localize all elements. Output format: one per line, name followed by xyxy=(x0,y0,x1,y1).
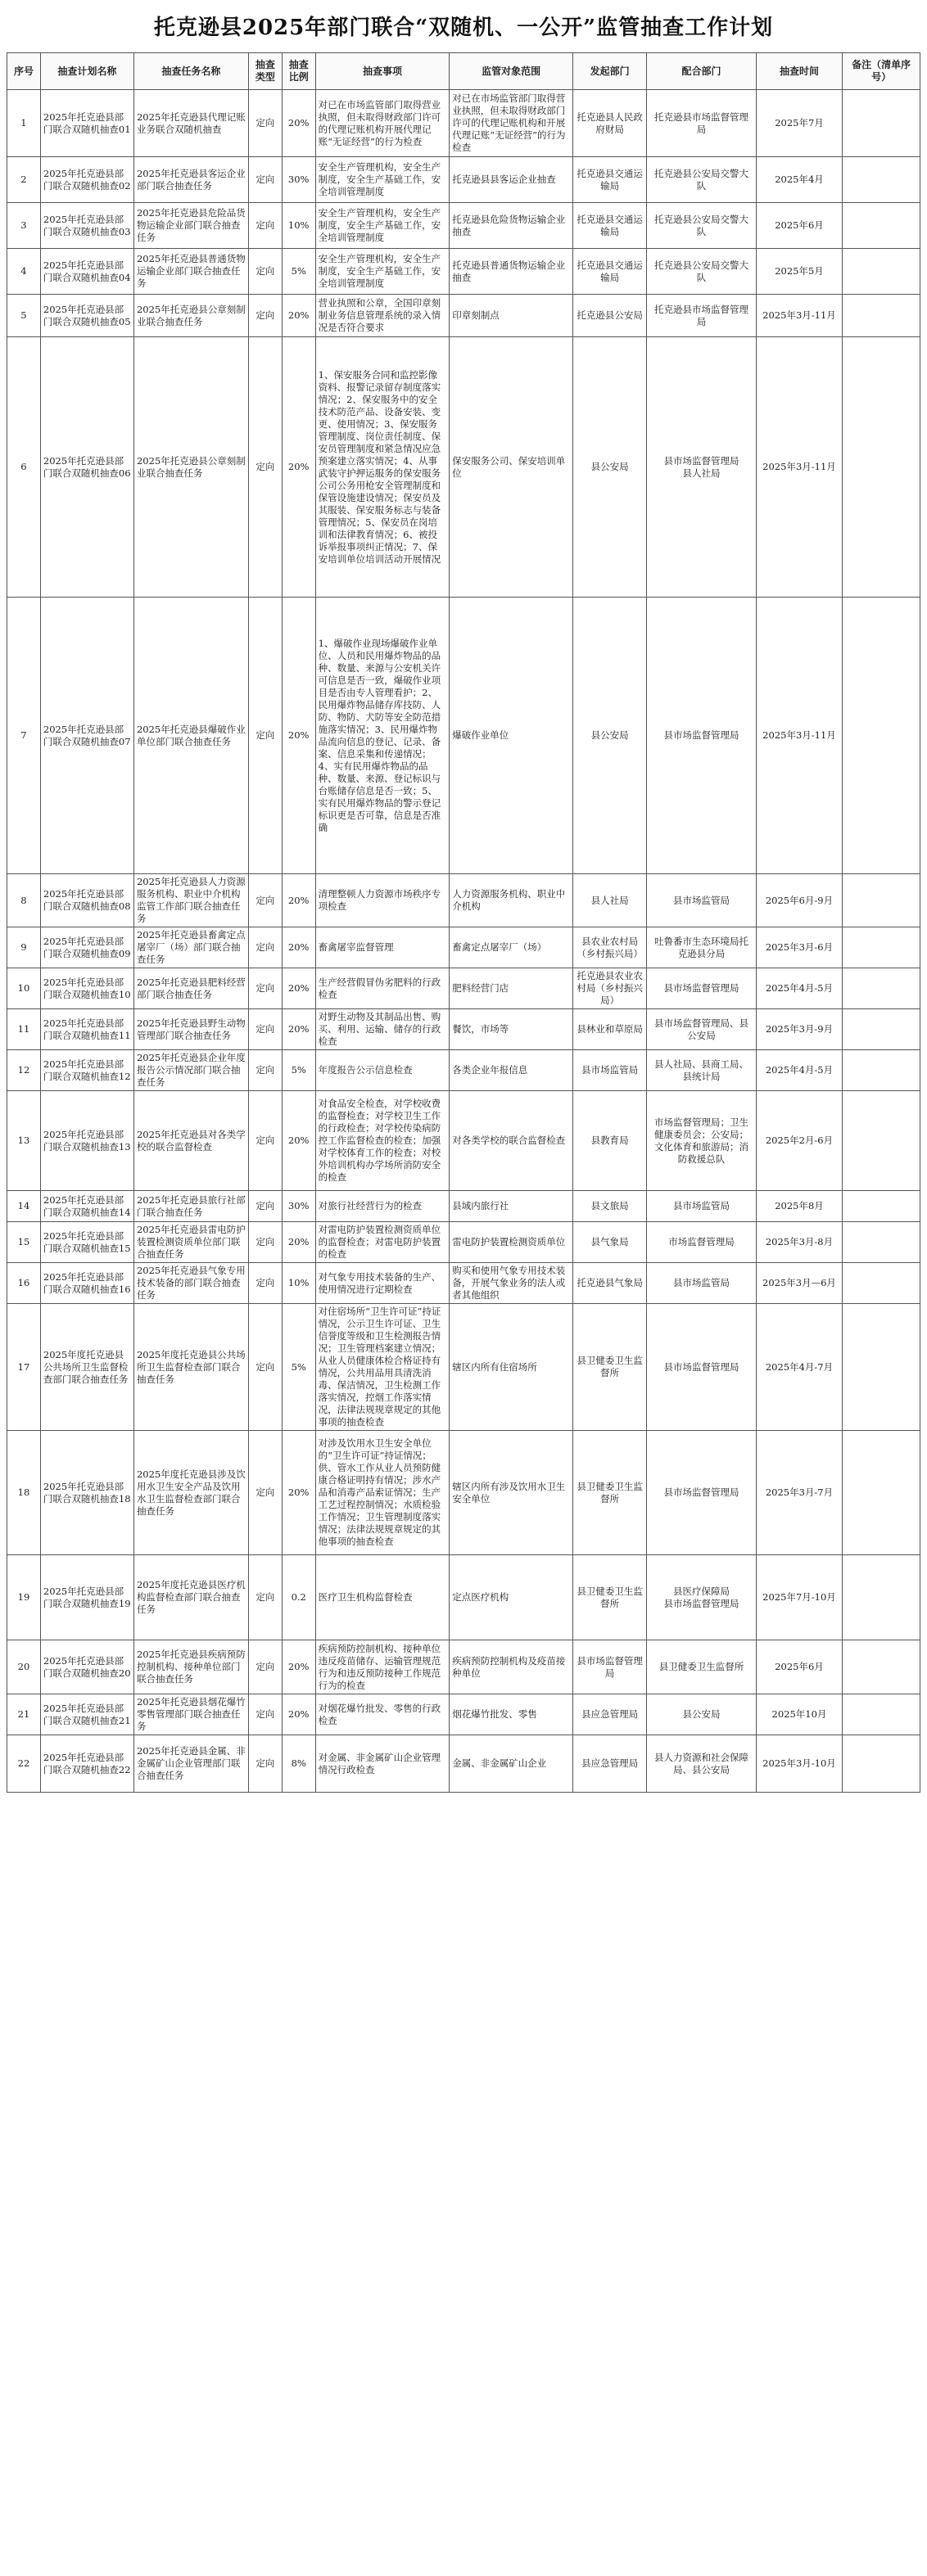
initiator-cell: 县市场监督管理局 xyxy=(572,1640,646,1694)
ratio-cell: 20% xyxy=(282,1694,315,1735)
cooperator-cell: 县市场监管局 xyxy=(647,1191,756,1222)
task-name-cell: 2025年托克逊县旅行社部门联合抽查任务 xyxy=(133,1191,248,1222)
task-name-cell: 2025年托克逊县对各类学校的联合监督检查 xyxy=(133,1091,248,1191)
table-row xyxy=(7,203,920,249)
header-index: 序号 xyxy=(7,53,41,90)
ratio-cell: 20% xyxy=(282,1009,315,1050)
index-cell: 17 xyxy=(7,1304,41,1431)
plan-name-cell: 2025年托克逊县部门联合双随机抽查03 xyxy=(40,203,133,249)
table-row xyxy=(7,1640,920,1694)
items-cell: 1、保安服务合同和监控影像资料、报警记录留存制度落实情况；2、保安服务中的安全技术防范产品、设备安装、变更、使用情况；3、保安服务管理制度、岗位责任制度、保安员管理制度和紧急情况应急预案建立落实情况；4、从事武装守护押运服务的保安服务公司公务用枪安全管理制度和保管设施建设情况；保安员及其服装、保安服务标志与装备管理情况；5、保安员在岗培训和法律教育情况；6、被投诉举报事项纠正情况；7、保安培训单位培训活动开展情况 xyxy=(315,337,450,598)
task-name-cell: 2025年托克逊县气象专用技术装备的部门联合抽查任务 xyxy=(133,1263,248,1304)
task-name-cell: 2025年托克逊县烟花爆竹零售管理部门联合抽查任务 xyxy=(133,1694,248,1735)
type-cell: 定向 xyxy=(248,90,282,157)
cooperator-cell: 县人社局、县商工局、县统计局 xyxy=(647,1050,756,1091)
type-cell: 定向 xyxy=(248,1222,282,1263)
items-cell: 1、爆破作业现场爆破作业单位、人员和民用爆炸物品的品种、数量、来源与公安机关许可信息是否一致，爆破作业项目是否由专人管理看护；2、民用爆炸物品储存库技防、人防、物防、犬防等安全防范措施落实情况；3、民用爆炸物品流向信息的登记、记录、备案、信息采集和传递情况；4、实有民用爆炸物品的品种、数量、来源、登记标识与台账储存信息是否一致；5、实有民用爆炸物品的警示登记标识更是否可靠，信息是否准确 xyxy=(315,598,450,874)
cooperator-cell: 县市场监管局 xyxy=(647,874,756,927)
items-cell: 对野生动物及其制品出售、购买、利用、运输、储存的行政检查 xyxy=(315,1009,450,1050)
table-row xyxy=(7,1431,920,1555)
time-cell: 2025年3月-9月 xyxy=(756,1009,842,1050)
index-cell: 4 xyxy=(7,249,41,295)
plan-name-cell: 2025年托克逊县部门联合双随机抽查09 xyxy=(40,927,133,968)
scope-cell: 疾病预防控制机构及疫苗接种单位 xyxy=(450,1640,573,1694)
ratio-cell: 20% xyxy=(282,927,315,968)
remark-cell xyxy=(843,337,920,598)
scope-cell: 对已在市场监管部门取得营业执照，但未取得财政部门许可的代理记账机构和开展代理记账“无证经营”的行为检查 xyxy=(450,90,573,157)
ratio-cell: 20% xyxy=(282,598,315,874)
index-cell: 5 xyxy=(7,295,41,337)
cooperator-cell: 市场监督管理局；卫生健康委员会；公安局；文化体育和旅游局；消防救援总队 xyxy=(647,1091,756,1191)
header-initiator: 发起部门 xyxy=(572,53,646,90)
items-cell: 年度报告公示信息检查 xyxy=(315,1050,450,1091)
plan-name-cell: 2025年托克逊县部门联合双随机抽查16 xyxy=(40,1263,133,1304)
index-cell: 22 xyxy=(7,1735,41,1793)
time-cell: 2025年3月-11月 xyxy=(756,295,842,337)
table-row xyxy=(7,1694,920,1735)
table-row xyxy=(7,1191,920,1222)
scope-cell: 人力资源服务机构、职业中介机构 xyxy=(450,874,573,927)
remark-cell xyxy=(843,874,920,927)
header-scope: 监管对象范围 xyxy=(450,53,573,90)
scope-cell: 餐饮，市场等 xyxy=(450,1009,573,1050)
ratio-cell: 30% xyxy=(282,1191,315,1222)
type-cell: 定向 xyxy=(248,874,282,927)
initiator-cell: 县公安局 xyxy=(572,598,646,874)
remark-cell xyxy=(843,968,920,1009)
type-cell: 定向 xyxy=(248,1009,282,1050)
scope-cell: 肥料经营门店 xyxy=(450,968,573,1009)
scope-cell: 托克逊县危险货物运输企业抽查 xyxy=(450,203,573,249)
remark-cell xyxy=(843,1555,920,1640)
index-cell: 10 xyxy=(7,968,41,1009)
items-cell: 对住宿场所“卫生许可证”持证情况，公示卫生许可证、卫生信誉度等级和卫生检测报告情况；卫生管理档案建立情况；从业人员健康体检合格证持有情况，公共用品用具清洗消毒、保洁情况，卫生检测工作落实情况，控烟工作落实情况，法律法规规章规定的其他事项的抽查检查 xyxy=(315,1304,450,1431)
ratio-cell: 5% xyxy=(282,1304,315,1431)
task-name-cell: 2025年托克逊县公章刻制业联合抽查任务 xyxy=(133,295,248,337)
time-cell: 2025年6月 xyxy=(756,203,842,249)
task-name-cell: 2025年托克逊县野生动物管理部门联合抽查任务 xyxy=(133,1009,248,1050)
time-cell: 2025年7月-10月 xyxy=(756,1555,842,1640)
items-cell: 对气象专用技术装备的生产、使用情况进行定期检查 xyxy=(315,1263,450,1304)
ratio-cell: 0.2 xyxy=(282,1555,315,1640)
task-name-cell: 2025年托克逊县畜禽定点屠宰厂（场）部门联合抽查任务 xyxy=(133,927,248,968)
initiator-cell: 县卫健委卫生监督所 xyxy=(572,1431,646,1555)
scope-cell: 烟花爆竹批发、零售 xyxy=(450,1694,573,1735)
plan-name-cell: 2025年托克逊县部门联合双随机抽查10 xyxy=(40,968,133,1009)
initiator-cell: 托克逊县交通运输局 xyxy=(572,203,646,249)
index-cell: 2 xyxy=(7,157,41,203)
cooperator-cell: 县人力资源和社会保障局、县公安局 xyxy=(647,1735,756,1793)
remark-cell xyxy=(843,927,920,968)
type-cell: 定向 xyxy=(248,1263,282,1304)
type-cell: 定向 xyxy=(248,249,282,295)
time-cell: 2025年3月-11月 xyxy=(756,337,842,598)
table-row xyxy=(7,598,920,874)
scope-cell: 购买和使用气象专用技术装备，开展气象业务的法人或者其他组织 xyxy=(450,1263,573,1304)
initiator-cell: 县文旅局 xyxy=(572,1191,646,1222)
header-ratio: 抽查比例 xyxy=(282,53,315,90)
header-plan-name: 抽查计划名称 xyxy=(40,53,133,90)
type-cell: 定向 xyxy=(248,1191,282,1222)
ratio-cell: 20% xyxy=(282,295,315,337)
initiator-cell: 县卫健委卫生监督所 xyxy=(572,1555,646,1640)
index-cell: 12 xyxy=(7,1050,41,1091)
cooperator-cell: 托克逊县公安局交警大队 xyxy=(647,203,756,249)
ratio-cell: 30% xyxy=(282,157,315,203)
header-task-name: 抽查任务名称 xyxy=(133,53,248,90)
task-name-cell: 2025年托克逊县爆破作业单位部门联合抽查任务 xyxy=(133,598,248,874)
type-cell: 定向 xyxy=(248,337,282,598)
plan-name-cell: 2025年托克逊县部门联合双随机抽查14 xyxy=(40,1191,133,1222)
initiator-cell: 县林业和草原局 xyxy=(572,1009,646,1050)
time-cell: 2025年3月-10月 xyxy=(756,1735,842,1793)
index-cell: 11 xyxy=(7,1009,41,1050)
cooperator-cell: 县公安局 xyxy=(647,1694,756,1735)
type-cell: 定向 xyxy=(248,1304,282,1431)
table-header-row xyxy=(7,53,920,90)
type-cell: 定向 xyxy=(248,157,282,203)
scope-cell: 印章刻制点 xyxy=(450,295,573,337)
plan-name-cell: 2025年托克逊县部门联合双随机抽查07 xyxy=(40,598,133,874)
cooperator-cell: 县市场监督管理局 县人社局 xyxy=(647,337,756,598)
cooperator-cell: 托克逊县公安局交警大队 xyxy=(647,249,756,295)
index-cell: 19 xyxy=(7,1555,41,1640)
remark-cell xyxy=(843,1091,920,1191)
remark-cell xyxy=(843,1050,920,1091)
table-row xyxy=(7,927,920,968)
index-cell: 16 xyxy=(7,1263,41,1304)
table-row xyxy=(7,337,920,598)
task-name-cell: 2025年托克逊县危险品货物运输企业部门联合抽查任务 xyxy=(133,203,248,249)
task-name-cell: 2025年度托克逊县涉及饮用水卫生安全产品及饮用水卫生监督检查部门联合抽查任务 xyxy=(133,1431,248,1555)
table-row xyxy=(7,157,920,203)
header-cooperator: 配合部门 xyxy=(647,53,756,90)
items-cell: 安全生产管理机构，安全生产制度，安全生产基础工作，安全培训管理制度 xyxy=(315,157,450,203)
table-row xyxy=(7,90,920,157)
time-cell: 2025年7月 xyxy=(756,90,842,157)
initiator-cell: 托克逊县气象局 xyxy=(572,1263,646,1304)
remark-cell xyxy=(843,1191,920,1222)
plan-name-cell: 2025年托克逊县部门联合双随机抽查08 xyxy=(40,874,133,927)
remark-cell xyxy=(843,1304,920,1431)
task-name-cell: 2025年托克逊县企业年度报告公示情况部门联合抽查任务 xyxy=(133,1050,248,1091)
initiator-cell: 托克逊县人民政府财局 xyxy=(572,90,646,157)
table-row xyxy=(7,249,920,295)
plan-name-cell: 2025年托克逊县部门联合双随机抽查01 xyxy=(40,90,133,157)
plan-name-cell: 2025年托克逊县部门联合双随机抽查13 xyxy=(40,1091,133,1191)
plan-name-cell: 2025年托克逊县部门联合双随机抽查15 xyxy=(40,1222,133,1263)
remark-cell xyxy=(843,1735,920,1793)
index-cell: 7 xyxy=(7,598,41,874)
page-title: 托克逊县2025年部门联合“双随机、一公开”监管抽查工作计划 xyxy=(153,16,774,40)
table-row xyxy=(7,1222,920,1263)
cooperator-cell: 市场监督管理局 xyxy=(647,1222,756,1263)
remark-cell xyxy=(843,598,920,874)
time-cell: 2025年10月 xyxy=(756,1694,842,1735)
ratio-cell: 20% xyxy=(282,1431,315,1555)
plan-name-cell: 2025年托克逊县部门联合双随机抽查18 xyxy=(40,1431,133,1555)
remark-cell xyxy=(843,157,920,203)
type-cell: 定向 xyxy=(248,1431,282,1555)
time-cell: 2025年4月-5月 xyxy=(756,1050,842,1091)
time-cell: 2025年4月-5月 xyxy=(756,968,842,1009)
cooperator-cell: 县市场监管局 xyxy=(647,1263,756,1304)
remark-cell xyxy=(843,203,920,249)
index-cell: 1 xyxy=(7,90,41,157)
table-row xyxy=(7,1735,920,1793)
header-time: 抽查时间 xyxy=(756,53,842,90)
items-cell: 医疗卫生机构监督检查 xyxy=(315,1555,450,1640)
plan-name-cell: 2025年托克逊县部门联合双随机抽查20 xyxy=(40,1640,133,1694)
table-row xyxy=(7,1555,920,1640)
table-row xyxy=(7,1304,920,1431)
remark-cell xyxy=(843,1431,920,1555)
table-row xyxy=(7,874,920,927)
type-cell: 定向 xyxy=(248,1050,282,1091)
ratio-cell: 10% xyxy=(282,1263,315,1304)
task-name-cell: 2025年度托克逊县医疗机构监督检查部门联合抽查任务 xyxy=(133,1555,248,1640)
task-name-cell: 2025年托克逊县人力资源服务机构、职业中介机构监管工作部门联合抽查任务 xyxy=(133,874,248,927)
type-cell: 定向 xyxy=(248,203,282,249)
type-cell: 定向 xyxy=(248,927,282,968)
plan-name-cell: 2025年托克逊县部门联合双随机抽查02 xyxy=(40,157,133,203)
scope-cell: 各类企业年报信息 xyxy=(450,1050,573,1091)
items-cell: 对烟花爆竹批发、零售的行政检查 xyxy=(315,1694,450,1735)
initiator-cell: 县农业农村局（乡村振兴局） xyxy=(572,927,646,968)
cooperator-cell: 托克逊县市场监督管理局 xyxy=(647,90,756,157)
items-cell: 对雷电防护装置检测资质单位的监督检查；对雷电防护装置的检查 xyxy=(315,1222,450,1263)
scope-cell: 定点医疗机构 xyxy=(450,1555,573,1640)
scope-cell: 托克逊县县客运企业抽查 xyxy=(450,157,573,203)
plan-name-cell: 2025年托克逊县部门联合双随机抽查22 xyxy=(40,1735,133,1793)
type-cell: 定向 xyxy=(248,968,282,1009)
initiator-cell: 县教育局 xyxy=(572,1091,646,1191)
index-cell: 21 xyxy=(7,1694,41,1735)
index-cell: 13 xyxy=(7,1091,41,1191)
task-name-cell: 2025年托克逊县雷电防护装置检测资质单位部门联合抽查任务 xyxy=(133,1222,248,1263)
scope-cell: 畜禽定点屠宰厂（场） xyxy=(450,927,573,968)
type-cell: 定向 xyxy=(248,1091,282,1191)
remark-cell xyxy=(843,90,920,157)
time-cell: 2025年3月-11月 xyxy=(756,598,842,874)
remark-cell xyxy=(843,249,920,295)
plan-name-cell: 2025年托克逊县部门联合双随机抽查11 xyxy=(40,1009,133,1050)
plan-name-cell: 2025年托克逊县部门联合双随机抽查19 xyxy=(40,1555,133,1640)
items-cell: 清理整顿人力资源市场秩序专项检查 xyxy=(315,874,450,927)
remark-cell xyxy=(843,1640,920,1694)
table-row xyxy=(7,295,920,337)
scope-cell: 对各类学校的联合监督检查 xyxy=(450,1091,573,1191)
remark-cell xyxy=(843,1009,920,1050)
inspection-plan-table xyxy=(7,52,920,1793)
items-cell: 疾病预防控制机构、接种单位违反疫苗储存、运输管理规范行为和违反预防接种工作规范行为的检查 xyxy=(315,1640,450,1694)
plan-name-cell: 2025年托克逊县部门联合双随机抽查21 xyxy=(40,1694,133,1735)
items-cell: 畜禽屠宰监督管理 xyxy=(315,927,450,968)
initiator-cell: 县市场监管局 xyxy=(572,1050,646,1091)
ratio-cell: 20% xyxy=(282,90,315,157)
time-cell: 2025年8月 xyxy=(756,1191,842,1222)
initiator-cell: 县应急管理局 xyxy=(572,1694,646,1735)
cooperator-cell: 托克逊县市场监督管理局 xyxy=(647,295,756,337)
time-cell: 2025年3月—6月 xyxy=(756,1263,842,1304)
time-cell: 2025年4月-7月 xyxy=(756,1304,842,1431)
ratio-cell: 20% xyxy=(282,968,315,1009)
cooperator-cell: 县卫健委卫生监督所 xyxy=(647,1640,756,1694)
time-cell: 2025年5月 xyxy=(756,249,842,295)
plan-name-cell: 2025年托克逊县部门联合双随机抽查12 xyxy=(40,1050,133,1091)
type-cell: 定向 xyxy=(248,598,282,874)
table-row xyxy=(7,1091,920,1191)
header-items: 抽查事项 xyxy=(315,53,450,90)
task-name-cell: 2025年托克逊县公章刻制业联合抽查任务 xyxy=(133,337,248,598)
index-cell: 15 xyxy=(7,1222,41,1263)
cooperator-cell: 县医疗保障局 县市场监督管理局 xyxy=(647,1555,756,1640)
ratio-cell: 20% xyxy=(282,874,315,927)
time-cell: 2025年3月-6月 xyxy=(756,927,842,968)
time-cell: 2025年6月-9月 xyxy=(756,874,842,927)
items-cell: 对旅行社经营行为的检查 xyxy=(315,1191,450,1222)
initiator-cell: 县气象局 xyxy=(572,1222,646,1263)
scope-cell: 辖区内所有住宿场所 xyxy=(450,1304,573,1431)
initiator-cell: 县人社局 xyxy=(572,874,646,927)
ratio-cell: 20% xyxy=(282,337,315,598)
task-name-cell: 2025年托克逊县代理记账业务联合双随机抽查 xyxy=(133,90,248,157)
time-cell: 2025年6月 xyxy=(756,1640,842,1694)
initiator-cell: 托克逊县农业农村局（乡村振兴局） xyxy=(572,968,646,1009)
task-name-cell: 2025年托克逊县客运企业部门联合抽查任务 xyxy=(133,157,248,203)
items-cell: 安全生产管理机构，安全生产制度，安全生产基础工作，安全培训管理制度 xyxy=(315,203,450,249)
initiator-cell: 托克逊县交通运输局 xyxy=(572,157,646,203)
items-cell: 对已在市场监管部门取得营业执照，但未取得财政部门许可的代理记账机构开展代理记账“无证经营”的行为检查 xyxy=(315,90,450,157)
scope-cell: 保安服务公司、保安培训单位 xyxy=(450,337,573,598)
scope-cell: 县域内旅行社 xyxy=(450,1191,573,1222)
time-cell: 2025年3月-7月 xyxy=(756,1431,842,1555)
task-name-cell: 2025年托克逊县金属、非金属矿山企业管理部门联合抽查任务 xyxy=(133,1735,248,1793)
cooperator-cell: 县市场监督管理局 xyxy=(647,1431,756,1555)
items-cell: 对金属、非金属矿山企业管理情况行政检查 xyxy=(315,1735,450,1793)
index-cell: 9 xyxy=(7,927,41,968)
ratio-cell: 20% xyxy=(282,1091,315,1191)
initiator-cell: 托克逊县交通运输局 xyxy=(572,249,646,295)
cooperator-cell: 县市场监督管理局 xyxy=(647,598,756,874)
items-cell: 营业执照和公章，全国印章刻制业务信息管理系统的录入情况是否符合要求 xyxy=(315,295,450,337)
plan-name-cell: 2025年度托克逊县公共场所卫生监督检查部门联合抽查任务 xyxy=(40,1304,133,1431)
scope-cell: 辖区内所有涉及饮用水卫生安全单位 xyxy=(450,1431,573,1555)
remark-cell xyxy=(843,1222,920,1263)
ratio-cell: 20% xyxy=(282,1640,315,1694)
table-row xyxy=(7,1009,920,1050)
task-name-cell: 2025年托克逊县疾病预防控制机构、接种单位部门联合抽查任务 xyxy=(133,1640,248,1694)
table-body xyxy=(7,90,920,1793)
items-cell: 对涉及饮用水卫生安全单位的“卫生许可证”持证情况；供、管水工作从业人员预防健康合格证明持有情况；涉水产品和消毒产品索证情况；生产工艺过程控制情况；水质检验工作情况；卫生管理制度落实情况；法律法规规章规定的其他事项的抽查检查 xyxy=(315,1431,450,1555)
index-cell: 8 xyxy=(7,874,41,927)
scope-cell: 雷电防护装置检测资质单位 xyxy=(450,1222,573,1263)
initiator-cell: 县公安局 xyxy=(572,337,646,598)
ratio-cell: 5% xyxy=(282,249,315,295)
remark-cell xyxy=(843,1694,920,1735)
scope-cell: 金属、非金属矿山企业 xyxy=(450,1735,573,1793)
task-name-cell: 2025年度托克逊县公共场所卫生监督检查部门联合抽查任务 xyxy=(133,1304,248,1431)
time-cell: 2025年4月 xyxy=(756,157,842,203)
remark-cell xyxy=(843,295,920,337)
type-cell: 定向 xyxy=(248,1735,282,1793)
ratio-cell: 20% xyxy=(282,1222,315,1263)
plan-name-cell: 2025年托克逊县部门联合双随机抽查04 xyxy=(40,249,133,295)
scope-cell: 爆破作业单位 xyxy=(450,598,573,874)
header-remark: 备注（清单序号） xyxy=(843,53,920,90)
time-cell: 2025年3月-8月 xyxy=(756,1222,842,1263)
cooperator-cell: 县市场监督管理局 xyxy=(647,1304,756,1431)
cooperator-cell: 吐鲁番市生态环境局托克逊县分局 xyxy=(647,927,756,968)
task-name-cell: 2025年托克逊县肥料经营部门联合抽查任务 xyxy=(133,968,248,1009)
ratio-cell: 8% xyxy=(282,1735,315,1793)
type-cell: 定向 xyxy=(248,1640,282,1694)
remark-cell xyxy=(843,1263,920,1304)
index-cell: 20 xyxy=(7,1640,41,1694)
index-cell: 3 xyxy=(7,203,41,249)
items-cell: 对食品安全检查，对学校收费的监督检查；对学校卫生工作的行政检查；对学校传染病防控工作监督检查的检查；加强对学校体育工作的检查；对校外培训机构办学场所消防安全的检查 xyxy=(315,1091,450,1191)
cooperator-cell: 县市场监督管理局 xyxy=(647,968,756,1009)
cooperator-cell: 托克逊县公安局交警大队 xyxy=(647,157,756,203)
plan-name-cell: 2025年托克逊县部门联合双随机抽查05 xyxy=(40,295,133,337)
cooperator-cell: 县市场监督管理局、县公安局 xyxy=(647,1009,756,1050)
initiator-cell: 县应急管理局 xyxy=(572,1735,646,1793)
ratio-cell: 5% xyxy=(282,1050,315,1091)
time-cell: 2025年2月-6月 xyxy=(756,1091,842,1191)
type-cell: 定向 xyxy=(248,295,282,337)
scope-cell: 托克逊县普通货物运输企业抽查 xyxy=(450,249,573,295)
initiator-cell: 托克逊县公安局 xyxy=(572,295,646,337)
initiator-cell: 县卫健委卫生监督所 xyxy=(572,1304,646,1431)
items-cell: 生产经营假冒伪劣肥料的行政检查 xyxy=(315,968,450,1009)
type-cell: 定向 xyxy=(248,1694,282,1735)
table-row xyxy=(7,968,920,1009)
header-type: 抽查类型 xyxy=(248,53,282,90)
task-name-cell: 2025年托克逊县普通货物运输企业部门联合抽查任务 xyxy=(133,249,248,295)
index-cell: 14 xyxy=(7,1191,41,1222)
index-cell: 6 xyxy=(7,337,41,598)
items-cell: 安全生产管理机构，安全生产制度，安全生产基础工作，安全培训管理制度 xyxy=(315,249,450,295)
plan-name-cell: 2025年托克逊县部门联合双随机抽查06 xyxy=(40,337,133,598)
table-row xyxy=(7,1050,920,1091)
type-cell: 定向 xyxy=(248,1555,282,1640)
index-cell: 18 xyxy=(7,1431,41,1555)
table-row xyxy=(7,1263,920,1304)
ratio-cell: 10% xyxy=(282,203,315,249)
